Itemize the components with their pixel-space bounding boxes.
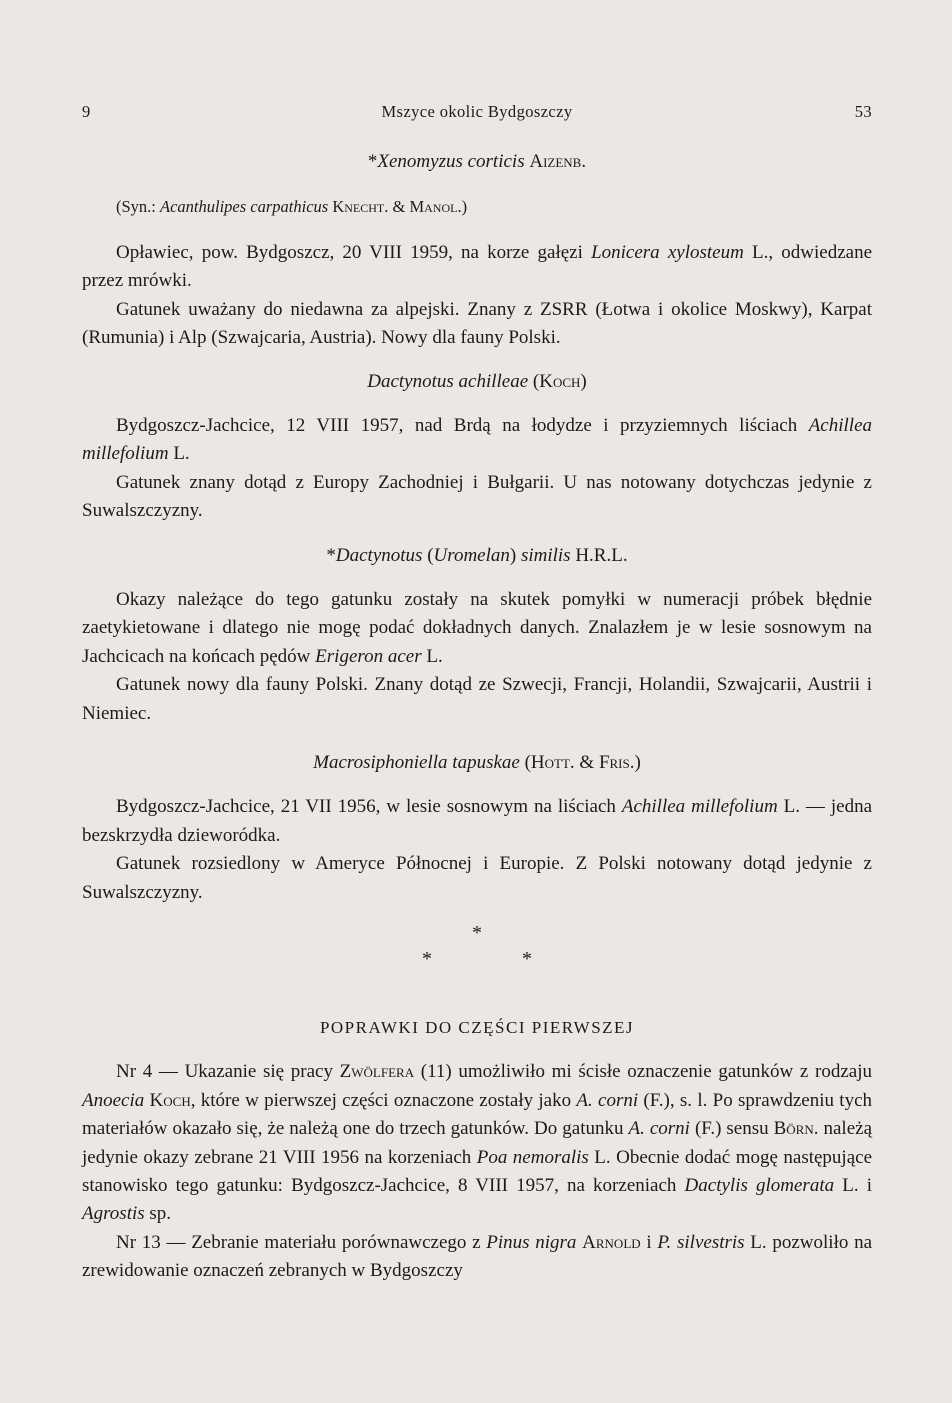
species-author: Hott. & Fris. — [530, 751, 635, 773]
species-name: Macrosiphoniella tapuskae — [313, 751, 520, 773]
species-author: Aizenb. — [529, 151, 587, 172]
paragraph-distribution: Gatunek rozsiedlony w Ameryce Północnej i Europie. Z Polski notowany dotąd jedynie z Suwalszczyzny. — [82, 853, 872, 903]
correction-nr-13: Nr 13 — Zebranie materiału porównawczego z Pinus nigra Arnold i P. silvestris L. pozwoliło na zrewidowanie oznaczeń zebranych w Bydgoszczy — [82, 1231, 872, 1282]
species-heading-xenomyzus — [82, 148, 872, 176]
species-author: Koch — [539, 371, 581, 393]
asterisk-mark: * — [326, 545, 336, 567]
species-name: Xenomyzus corticis — [377, 151, 525, 172]
species-author: H.R.L. — [575, 545, 628, 567]
synonym-name: Acanthulipes carpathicus — [160, 197, 329, 217]
paragraph-distribution: Gatunek nowy dla fauny Polski. Znany dotąd ze Szwecji, Francji, Holandii, Szwajcarii, Austrii i Niemiec. — [82, 674, 872, 724]
species-heading-macrosiphoniella: Macrosiphoniella tapuskae (Hott. & Fris.) — [313, 751, 641, 773]
paragraph-locality: Opławiec, pow. Bydgoszcz, 20 VIII 1959, na korze gałęzi Lonicera xylosteum L., odwiedzane przez mrówki. — [82, 241, 873, 292]
body-text — [82, 148, 872, 1286]
correction-nr-4: Nr 4 — Ukazanie się pracy Zwölfera (11) umożliwiło mi ścisłe oznaczenie gatunków z rodzaju Anoecia Koch, które w pierwszej części oznaczone zostały jako A. corni (F.), s. l. Po sprawdzeniu tych materiałów okazało się, że należą one do trzech gatunków. Do gatunku A. corni (F.) sensu Börn. należą jedynie okazy zebrane 21 VIII 1956 na korzeniach Poa nemoralis L. Obecnie dodać mogę następujące stanowisko tego gatunku: Bydgoszcz-Jachcice, 8 VIII 1957, na korzeniach Dactylis glomerata L. i Agrostis sp. — [82, 1061, 873, 1225]
paragraph-locality: Bydgoszcz-Jachcice, 12 VIII 1957, nad Brdą na łodydze i przyziemnych liściach Achillea millefolium L. — [82, 414, 873, 465]
separator-star-top: * — [472, 921, 482, 944]
section-title: POPRAWKI DO CZĘŚCI PIERWSZEJ — [319, 1017, 635, 1037]
synonym-author: Knecht. & Manol.) — [332, 197, 468, 217]
header-left-number: 9 — [82, 102, 91, 121]
species-name: Dactynotus achilleae — [367, 371, 529, 393]
species-heading-dactynotus-achilleae: Dactynotus achilleae (Koch) — [367, 371, 587, 393]
section-separator — [82, 920, 872, 972]
paragraph-locality: Bydgoszcz-Jachcice, 21 VII 1956, w lesie sosnowym na liściach Achillea millefolium L. — jedna bezskrzydła dzieworódka. — [82, 796, 873, 846]
asterisk-mark: * — [367, 151, 378, 172]
synonym-line: (Syn.: Acanthulipes carpathicus Knecht. & Manol.) — [116, 197, 468, 217]
paragraph-distribution: Gatunek uważany do niedawna za alpejski. Znany z ZSRR (Łotwa i okolice Moskwy), Karpat (Rumunia) i Alp (Szwajcaria, Austria). Nowy dla fauny Polski. — [82, 298, 872, 349]
separator-star-left: * — [422, 947, 432, 970]
species-heading-dactynotus-similis: *Dactynotus (Uromelan) similis H.R.L. — [326, 545, 628, 567]
paragraph-distribution: Gatunek znany dotąd z Europy Zachodniej i Bułgarii. U nas notowany dotychczas jedynie z Suwalszczyzny. — [82, 471, 872, 522]
separator-star-right: * — [522, 947, 532, 970]
paragraph-note: Okazy należące do tego gatunku zostały na skutek pomyłki w numeracji próbek błędnie zaetykietowane i dlatego nie mogę podać dokładnych danych. Znalazłem je w lesie sosnowym na Jachcicach na końcach pędów Erigeron acer L. — [82, 588, 872, 667]
running-title: Mszyce okolic Bydgoszczy — [381, 102, 573, 121]
page-number: 53 — [854, 102, 872, 121]
